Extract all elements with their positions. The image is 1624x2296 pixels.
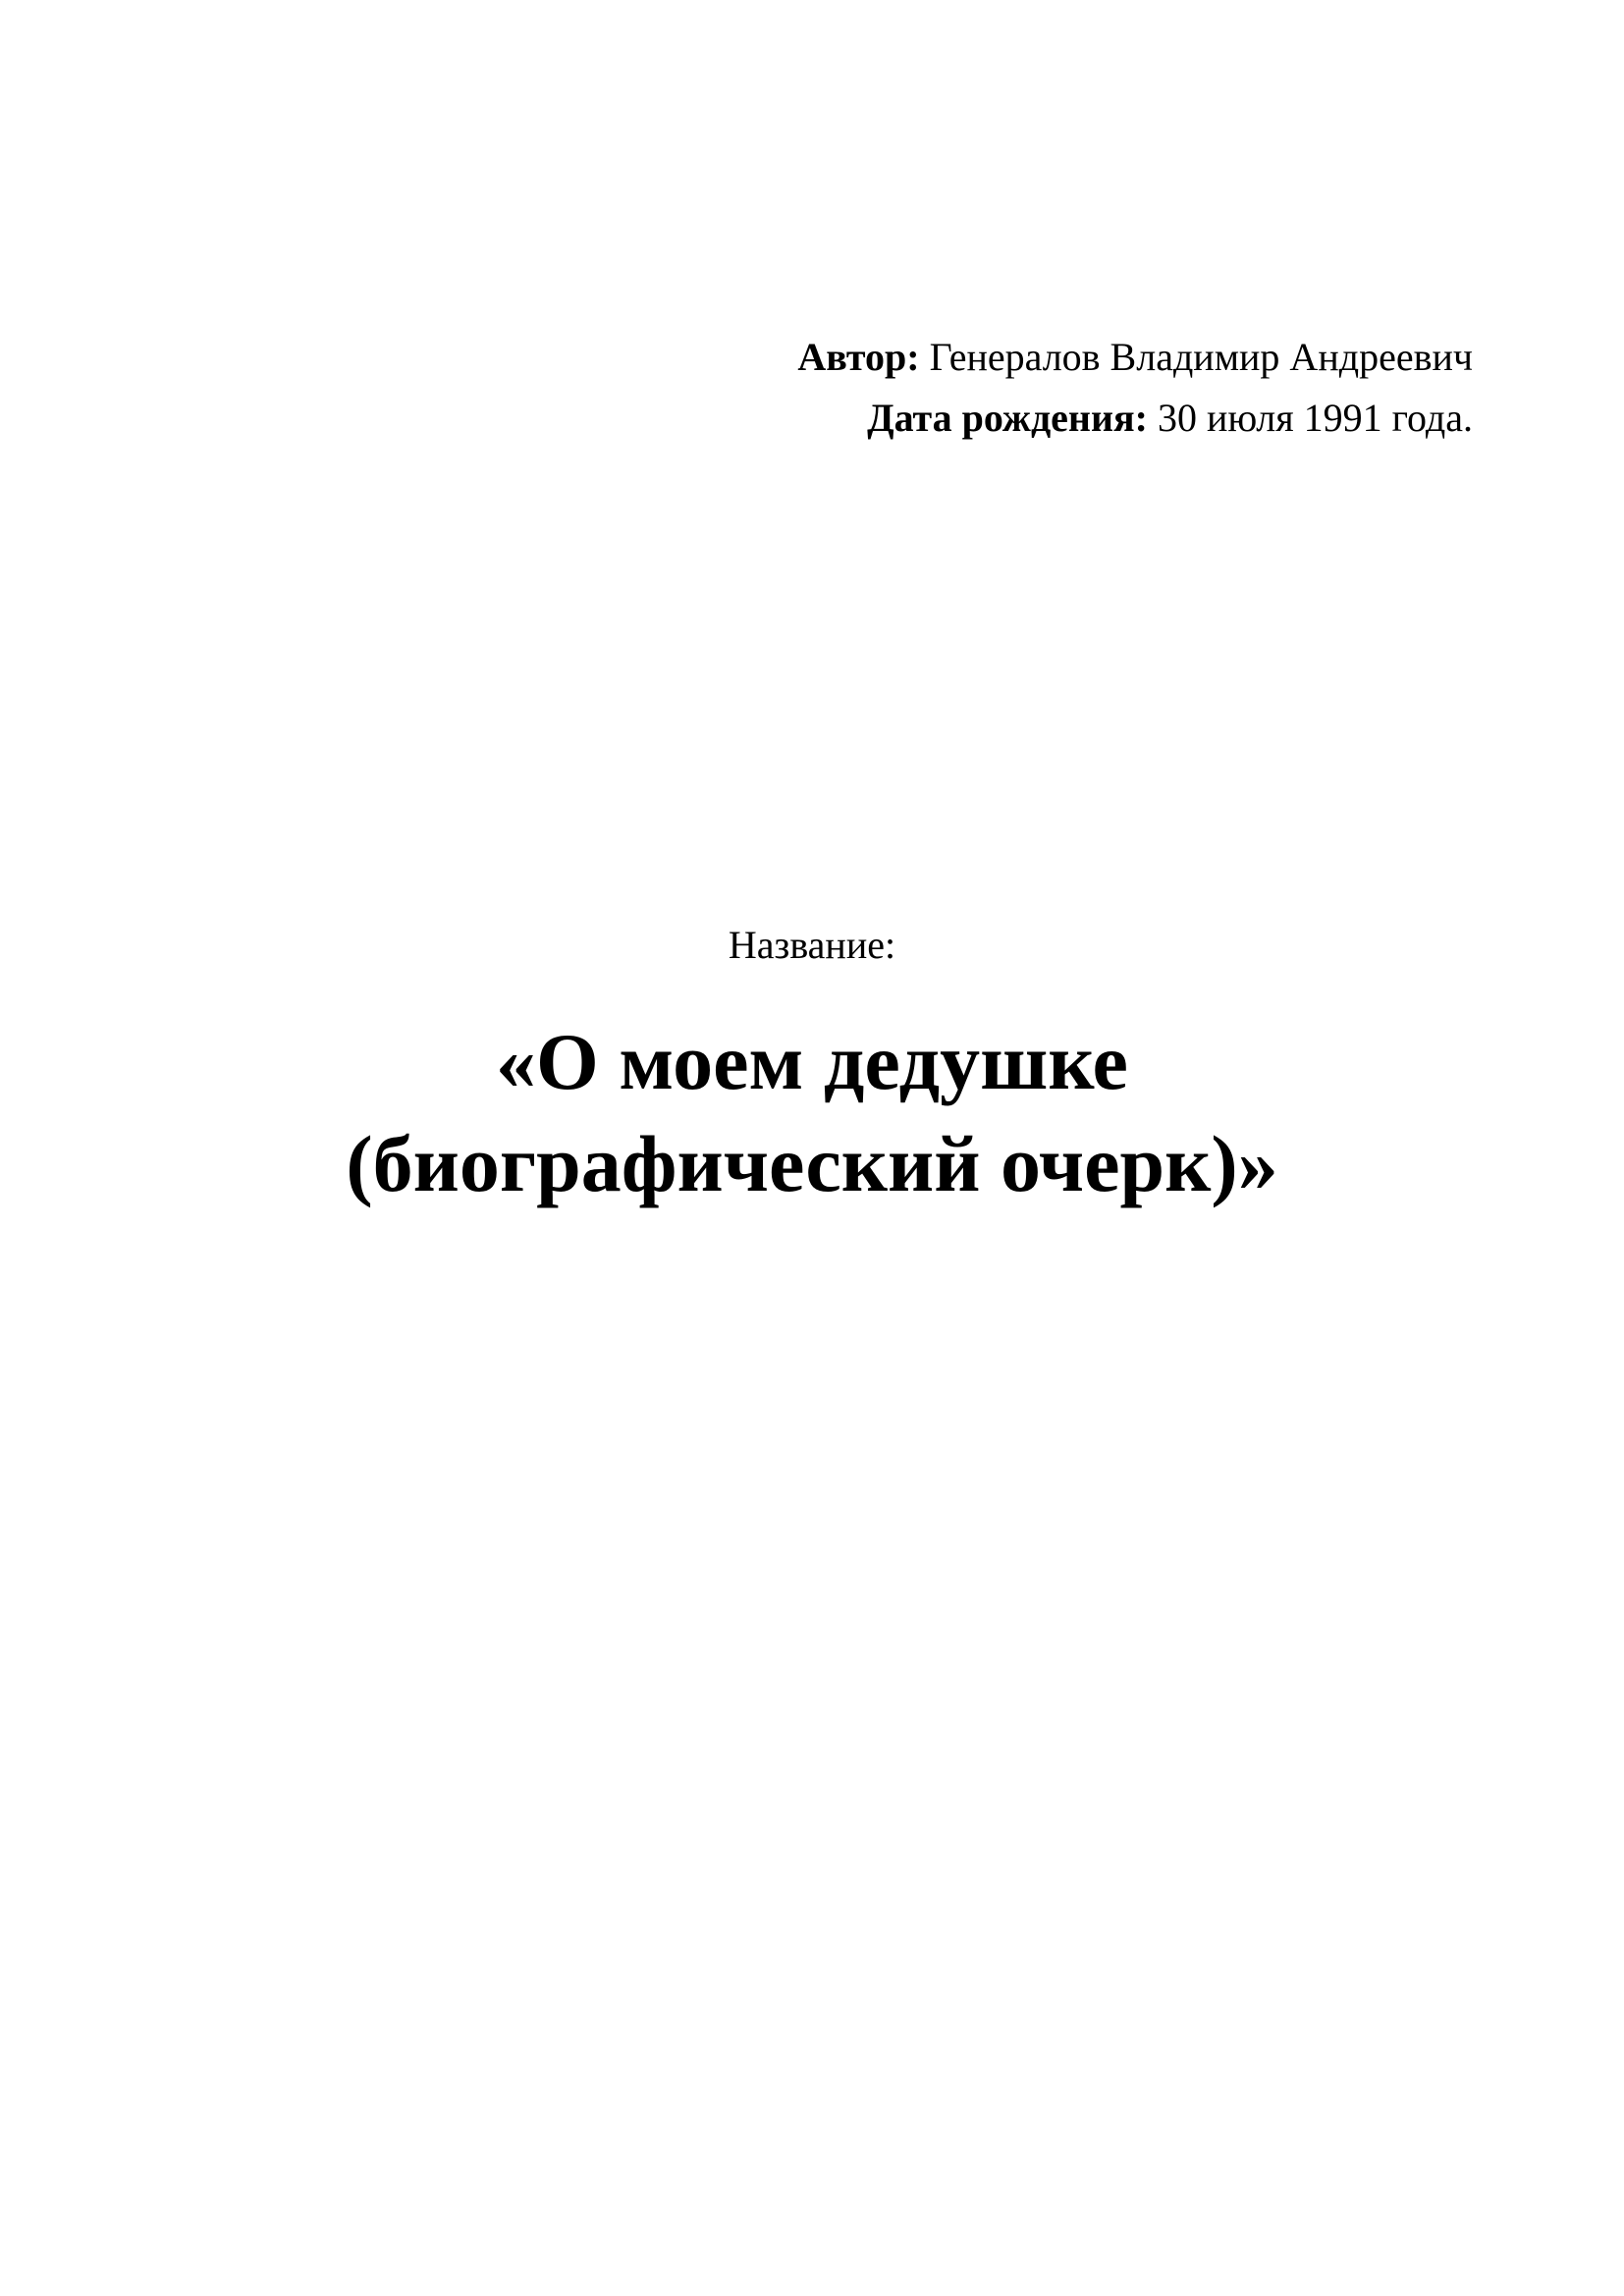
title-line-2: (биографический очерк)» (346, 1119, 1278, 1208)
author-label: Автор: (797, 335, 920, 379)
document-title (0, 1011, 1624, 1215)
birth-date-line (797, 388, 1473, 449)
author-name: Генералов Владимир Андреевич (929, 335, 1473, 379)
birth-date-value: 30 июля 1991 года. (1157, 396, 1473, 440)
title-caption: Название: (728, 923, 896, 967)
author-info (797, 327, 1473, 449)
author-line (797, 327, 1473, 388)
birth-date-label: Дата рождения: (867, 396, 1148, 440)
title-line-1: «О моем дедушке (496, 1017, 1128, 1106)
